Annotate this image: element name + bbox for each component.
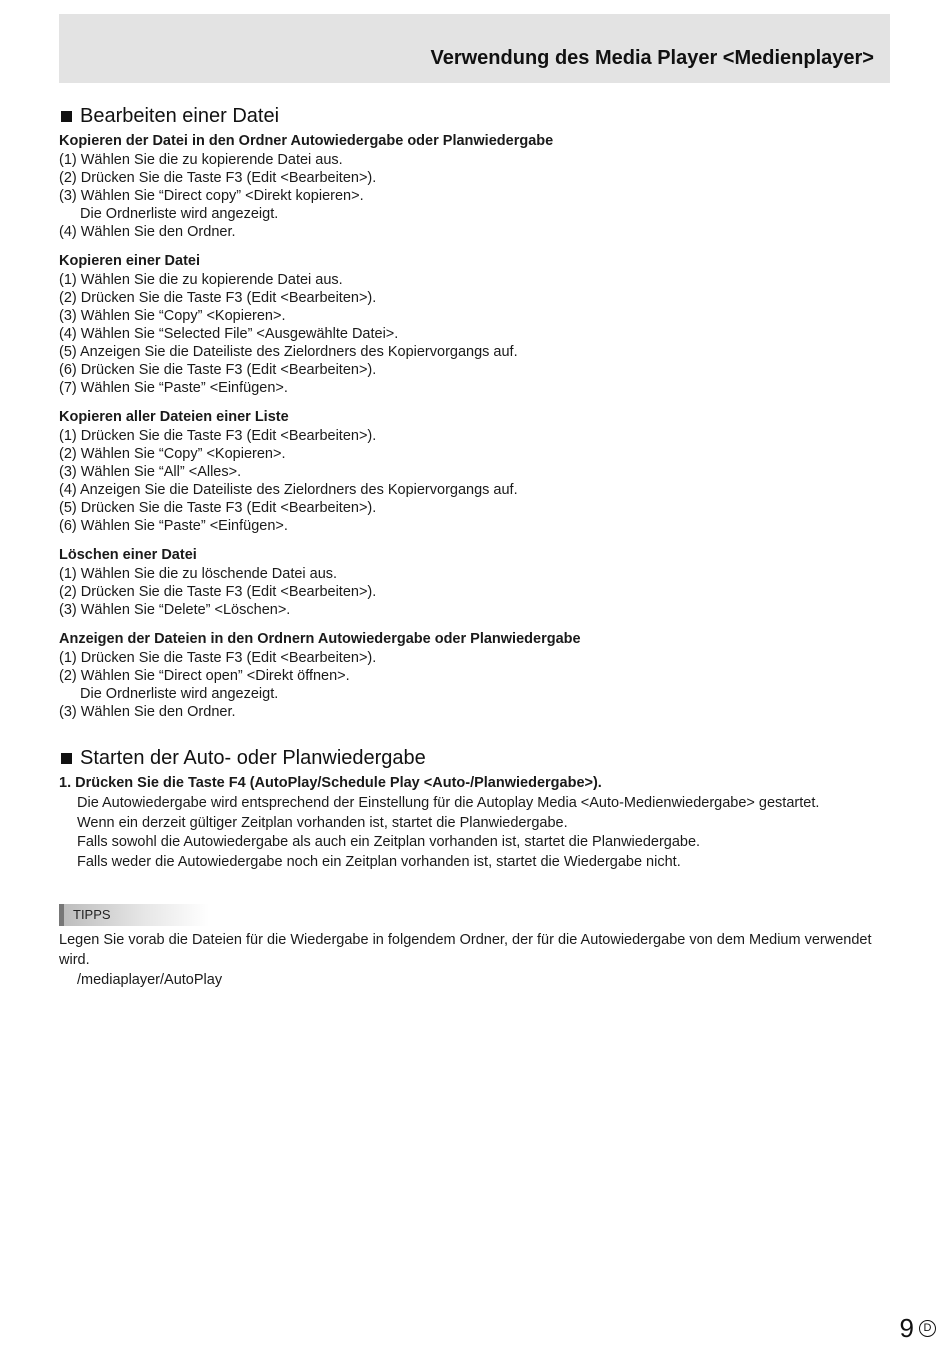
instruction-line: (6) Drücken Sie die Taste F3 (Edit <Bearbeiten>). (59, 362, 377, 378)
instruction-line: (3) Wählen Sie “Copy” <Kopieren>. (59, 308, 286, 324)
page-title: Verwendung des Media Player <Medienplayer> (430, 47, 874, 69)
instruction-line: (2) Wählen Sie “Direct open” <Direkt öffnen>. (59, 668, 350, 684)
page-number-value: 9 (899, 1313, 914, 1343)
square-bullet-icon (61, 753, 72, 764)
subsection-kopieren-ordner (59, 132, 894, 241)
instruction-line: (2) Drücken Sie die Taste F3 (Edit <Bearbeiten>). (59, 170, 377, 186)
square-bullet-icon (61, 111, 72, 122)
page-number (900, 1313, 936, 1344)
instruction-line: (2) Wählen Sie “Copy” <Kopieren>. (59, 446, 286, 462)
step-description-line: Wenn ein derzeit gültiger Zeitplan vorhanden ist, startet die Planwiedergabe. (77, 814, 568, 831)
instruction-line: (1) Drücken Sie die Taste F3 (Edit <Bearbeiten>). (59, 428, 377, 444)
instruction-line: (1) Wählen Sie die zu kopierende Datei aus. (59, 152, 343, 168)
section-heading-starten (59, 746, 894, 770)
instruction-line: (3) Wählen Sie “All” <Alles>. (59, 464, 242, 480)
instruction-line: (1) Drücken Sie die Taste F3 (Edit <Bearbeiten>). (59, 650, 377, 666)
section-heading-text: Starten der Auto- oder Planwiedergabe (80, 747, 426, 769)
instruction-line: (4) Anzeigen Sie die Dateiliste des Zielordners des Kopiervorgangs auf. (59, 482, 518, 498)
step-description-line: Falls weder die Autowiedergabe noch ein Zeitplan vorhanden ist, startet die Wiedergabe nicht. (77, 854, 681, 871)
subsection-title: Kopieren einer Datei (59, 253, 201, 269)
section-heading-text: Bearbeiten einer Datei (80, 105, 280, 127)
subsection-kopieren-datei (59, 252, 894, 397)
language-badge: D (919, 1320, 936, 1337)
subsection-title: Löschen einer Datei (59, 547, 197, 563)
instruction-line: (3) Wählen Sie den Ordner. (59, 704, 236, 720)
section-heading-bearbeiten (59, 104, 894, 128)
subsection-loeschen (59, 546, 894, 619)
subsection-title: Kopieren aller Dateien einer Liste (59, 409, 289, 425)
instruction-line: (2) Drücken Sie die Taste F3 (Edit <Bearbeiten>). (59, 290, 377, 306)
instruction-line: (4) Wählen Sie den Ordner. (59, 224, 236, 240)
instruction-line: (5) Anzeigen Sie die Dateiliste des Zielordners des Kopiervorgangs auf. (59, 344, 518, 360)
instruction-line: (4) Wählen Sie “Selected File” <Ausgewählte Datei>. (59, 326, 399, 342)
header-band (59, 14, 890, 83)
tipps-text: Legen Sie vorab die Dateien für die Wiedergabe in folgendem Ordner, der für die Autowiedergabe von dem Medium verwendet wird. (59, 931, 872, 968)
instruction-line: (1) Wählen Sie die zu löschende Datei aus. (59, 566, 338, 582)
subsection-title: Anzeigen der Dateien in den Ordnern Autowiedergabe oder Planwiedergabe (59, 631, 581, 647)
instruction-line: (3) Wählen Sie “Delete” <Löschen>. (59, 602, 291, 618)
instruction-line: (1) Wählen Sie die zu kopierende Datei aus. (59, 272, 343, 288)
subsection-kopieren-alle (59, 408, 894, 535)
step-title: 1. Drücken Sie die Taste F4 (AutoPlay/Schedule Play <Auto-/Planwiedergabe>). (59, 775, 602, 791)
instruction-note: Die Ordnerliste wird angezeigt. (80, 686, 279, 702)
main-content (59, 104, 894, 990)
instruction-note: Die Ordnerliste wird angezeigt. (80, 206, 279, 222)
subsection-anzeigen (59, 630, 894, 721)
tipps-label: TIPPS (59, 904, 209, 926)
subsection-title: Kopieren der Datei in den Ordner Autowiedergabe oder Planwiedergabe (59, 133, 554, 149)
instruction-line: (6) Wählen Sie “Paste” <Einfügen>. (59, 518, 288, 534)
step-description-line: Die Autowiedergabe wird entsprechend der Einstellung für die Autoplay Media <Auto-Medienwiedergabe> gestartet. (77, 795, 820, 811)
tipps-path: /mediaplayer/AutoPlay (77, 971, 223, 988)
instruction-line: (7) Wählen Sie “Paste” <Einfügen>. (59, 380, 288, 396)
instruction-line: (2) Drücken Sie die Taste F3 (Edit <Bearbeiten>). (59, 584, 377, 600)
instruction-line: (3) Wählen Sie “Direct copy” <Direkt kopieren>. (59, 188, 364, 204)
instruction-line: (5) Drücken Sie die Taste F3 (Edit <Bearbeiten>). (59, 500, 377, 516)
step-description-line: Falls sowohl die Autowiedergabe als auch ein Zeitplan vorhanden ist, startet die Planwiedergabe. (77, 834, 701, 851)
